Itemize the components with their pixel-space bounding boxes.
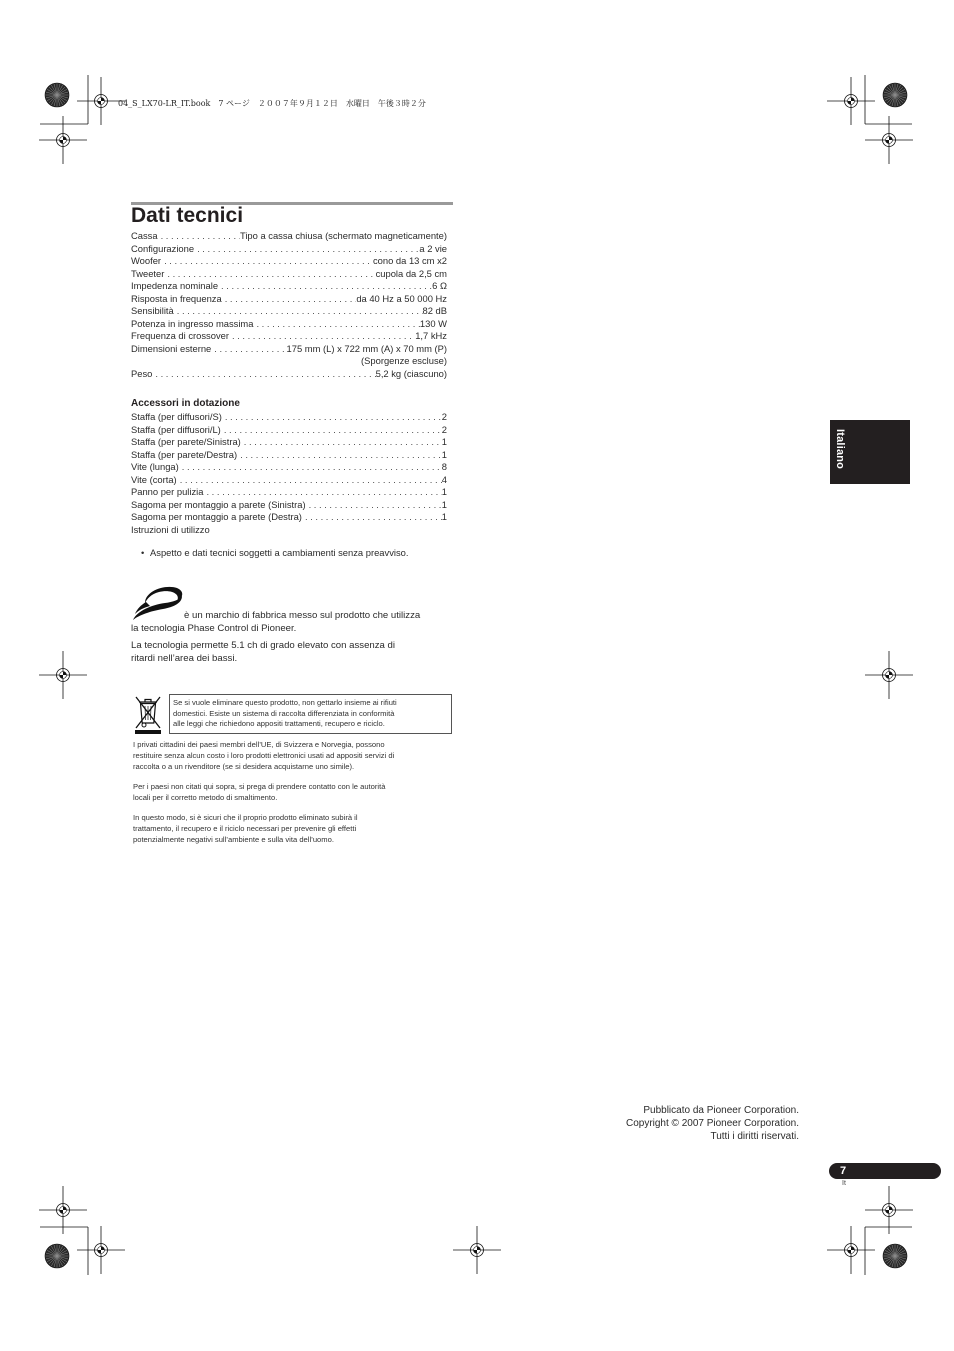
registration-quadrant [889,672,893,676]
dot-leader [237,449,442,462]
accessory-quantity: 1 [441,448,447,460]
dot-leader [203,486,441,499]
registration-quadrant [101,98,105,102]
registration-quadrant [60,675,64,679]
dot-leader [302,511,442,524]
page-title: Dati tecnici [131,204,244,227]
notice-line: domestici. Esiste un sistema di raccolta differenziata in conformità [173,708,395,718]
dot-leader [211,343,286,356]
paragraph-line: ritardi nell’area dei bassi. [131,652,238,664]
registration-mark [453,1226,501,1274]
bullet: • [141,547,145,558]
spec-value: cupola da 2,5 cm [375,267,447,279]
paragraph-line: Per i paesi non citati qui sopra, si prega di prendere contatto con le autorità [133,782,386,791]
specs-change-note [141,547,408,560]
disposal-paragraph [133,740,394,772]
bin-lid [139,700,157,703]
dot-leader [222,411,442,424]
dot-leader [174,305,423,318]
specifications-list [131,230,447,380]
spec-label: Cassa [131,230,158,241]
accessory-quantity: 8 [441,461,447,472]
paragraph-line: La tecnologia permette 5.1 ch di grado elevato con assenza di [131,640,396,651]
phase-control-logo-icon [131,583,184,621]
registration-quadrant [60,1210,64,1214]
spec-label: Frequenza di crossover [131,330,229,341]
footer-line: Copyright © 2007 Pioneer Corporation. [625,1118,799,1129]
registration-mark [865,651,913,699]
paragraph-line: raccolta o a un rivenditore (se si desidera acquistarne uno simile). [133,761,355,771]
spec-label: Dimensioni esterne [131,342,212,354]
registration-quadrant [848,1250,852,1254]
spec-row [131,293,447,306]
accessory-quantity: 2 [441,423,447,435]
accessories-heading: Accessori in dotazione [131,398,240,409]
registration-mark [827,1226,875,1274]
paragraph-line: locali per il corretto metodo di smaltimento. [133,792,278,802]
spec-label: Sensibilità [131,305,174,316]
crossed-out-wheelie-bin-icon [134,694,162,735]
page-number: 7 [840,1165,847,1177]
spec-value: 82 dB [422,305,447,316]
accessory-label: Vite (corta) [131,473,177,485]
spec-value: 1,7 kHz [415,330,447,341]
accessory-label: Sagoma per montaggio a parete (Destra) [131,511,302,522]
technology-paragraph [131,640,395,665]
accessory-quantity: 1 [441,486,447,497]
disposal-notice-box [169,694,452,734]
spec-value: Tipo a cassa chiusa (schermato magneticamente) [239,230,447,241]
spec-row [131,343,447,356]
spec-label: Risposta in frequenza [131,292,222,304]
spec-row [131,318,447,331]
spec-note: (Sporgenze escluse) [361,355,447,366]
print-file-info: 04_S_LX70-LR_IT.book 7 ページ ２００７年９月１２日 水曜日 午後３時２分 [118,99,426,108]
spec-label: Woofer [131,255,162,266]
disposal-paragraph [133,813,358,845]
registration-mark [39,651,87,699]
accessory-row [131,424,447,437]
spec-row [131,305,447,318]
accessory-label: Staffa (per parete/Sinistra) [131,436,241,447]
accessory-row [131,511,447,524]
accessory-label: Staffa (per parete/Destra) [131,448,238,460]
spec-value: 130 W [419,317,447,329]
accessory-label: Staffa (per diffusori/S) [131,411,222,422]
spec-row [131,268,447,281]
accessory-row [131,461,447,474]
registration-quadrant [98,1250,102,1254]
spec-row [131,243,447,256]
paragraph-line: In questo modo, si è sicuri che il proprio prodotto eliminato subirà il [133,813,358,822]
spec-row [131,330,447,343]
dot-leader [229,330,415,343]
spec-label: Potenza in ingresso massima [131,317,254,329]
trademark-text-line: la tecnologia Phase Control di Pioneer. [131,623,297,634]
paragraph-line: potenzialmente negativi sull’ambiente e sulla vita dell’uomo. [133,834,334,844]
registration-mark [865,116,913,164]
spec-row [131,368,447,381]
dot-leader [164,268,375,281]
spec-value: 175 mm (L) x 722 mm (A) x 70 mm (P) [286,342,447,354]
page-language-code: It [842,1180,846,1187]
bin-underline-bar [135,730,161,734]
registration-quadrant [851,98,855,102]
spec-label: Peso [131,367,153,379]
registration-quadrant [63,137,67,141]
registration-mark [77,1226,125,1274]
registration-quadrant [63,1207,67,1211]
dot-leader [161,255,373,268]
accessory-quantity: 2 [441,411,447,422]
accessory-label: Panno per pulizia [131,486,204,497]
spec-value: da 40 Hz a 50 000 Hz [356,292,447,304]
dot-leader [241,436,442,449]
accessory-quantity: 1 [441,436,447,447]
note-text: Aspetto e dati tecnici soggetti a cambiamenti senza preavviso. [150,547,409,558]
registration-quadrant [60,140,64,144]
accessory-row [131,411,447,424]
accessory-row [131,436,447,449]
spec-row [131,230,447,243]
dot-leader [221,424,442,437]
accessory-label: Sagoma per montaggio a parete (Sinistra) [131,498,306,510]
accessory-row [131,486,447,499]
spec-label: Tweeter [131,267,165,279]
registration-quadrant [886,675,890,679]
dot-leader [158,230,240,243]
page-number-tab [829,1163,941,1179]
paragraph-line: I privati cittadini dei paesi membri dell’UE, di Svizzera e Norvegia, possono [133,740,385,749]
spec-label: Configurazione [131,242,195,254]
color-registration-disc [883,83,907,107]
color-registration-disc [883,1244,907,1268]
dot-leader [177,474,442,487]
registration-quadrant [474,1250,478,1254]
language-tab [830,420,910,484]
spec-label: Impedenza nominale [131,280,219,291]
registration-quadrant [889,137,893,141]
accessory-row [131,499,447,512]
spec-value: 5,2 kg (ciascuno) [375,367,447,379]
registration-quadrant [63,672,67,676]
registration-quadrant [98,101,102,105]
accessory-label: Staffa (per diffusori/L) [131,423,221,435]
accessory-quantity: 1 [441,511,447,522]
dot-leader [306,499,442,512]
bin-wheel [142,723,146,727]
notice-line: Se si vuole eliminare questo prodotto, non gettarlo insieme ai rifiuti [173,698,397,707]
accessory-label: Istruzioni di utilizzo [131,523,210,535]
dot-leader [253,318,419,331]
registration-quadrant [886,140,890,144]
registration-quadrant [101,1247,105,1251]
color-registration-disc [45,83,69,107]
registration-quadrant [886,1210,890,1214]
accessories-list [131,411,447,536]
footer-line: Tutti i diritti riservati. [710,1131,799,1142]
accessory-row [131,449,447,462]
dot-leader [222,293,357,306]
registration-quadrant [851,1247,855,1251]
spec-value: cono da 13 cm x2 [372,255,447,266]
paragraph-line: restituire senza alcun costo i loro prodotti elettronici usati ad appositi servizi di [133,750,395,760]
accessory-quantity: 1 [441,498,447,510]
publisher-footer [626,1104,799,1143]
registration-quadrant [848,101,852,105]
disposal-paragraph [133,782,385,804]
paragraph-line: trattamento, il recupero e il riciclo necessari per prevenire gli effetti [133,823,357,833]
dot-leader [194,243,419,256]
dot-leader [218,280,432,293]
accessory-label: Vite (lunga) [131,461,179,472]
registration-quadrant [477,1247,481,1251]
notice-line: alle leggi che richiedono appositi trattamenti, recupero e riciclo. [173,719,385,728]
registration-quadrant [889,1207,893,1211]
language-tab-label: Italiano [834,429,846,470]
spec-row [131,280,447,293]
spec-row [131,255,447,268]
registration-mark [39,116,87,164]
registration-mark [827,77,875,125]
spec-value: a 2 vie [419,242,447,254]
spec-note-row [131,355,447,368]
accessory-quantity: 4 [441,473,447,485]
spec-value: 6 Ω [432,280,447,291]
dot-leader [179,461,442,474]
trademark-text-line: è un marchio di fabbrica messo sul prodotto che utilizza [184,610,421,621]
footer-line: Pubblicato da Pioneer Corporation. [643,1105,799,1116]
color-registration-disc [45,1244,69,1268]
accessory-row [131,524,447,537]
accessory-row [131,474,447,487]
dot-leader [152,368,375,381]
